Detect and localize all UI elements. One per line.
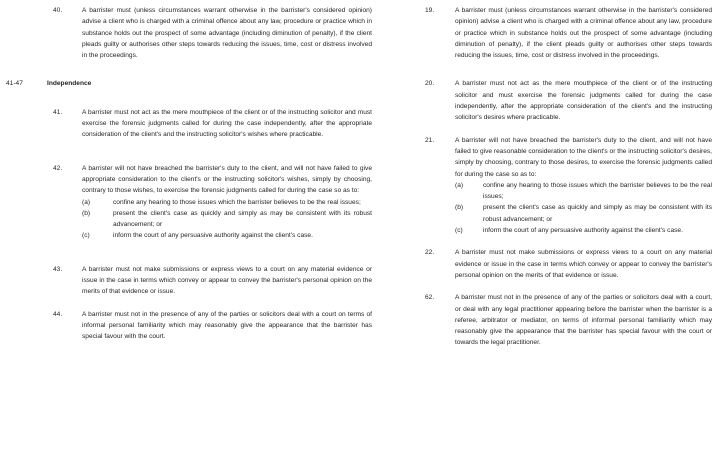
- paragraph-42-subitems: [0, 197, 380, 242]
- paragraph-20: [380, 78, 720, 123]
- paragraph-number: 44.: [53, 310, 63, 318]
- paragraph-22: [380, 247, 720, 281]
- paragraph-number: 42.: [53, 164, 63, 172]
- subitem-list: [82, 197, 380, 242]
- subitem-text: inform the court of any persuasive authority against the client's case.: [113, 232, 313, 240]
- subitem-text: present the client's case as quickly and simply as may be consistent with its robust advancement; or: [113, 209, 372, 229]
- paragraph-43: [0, 264, 380, 298]
- paragraph-text: A barrister must (unless circumstances warrant otherwise in the barrister's considered opinion) advise a client who is charged with a criminal offence about any law, procedure or practice which in substance holds out the prospect of some advantage (including diminution of penalty), if the client pleads guilty or authorises other steps towards reducing the issues, time, cost or distress involved in the proceedings.: [455, 7, 712, 60]
- list-item-b: [455, 202, 720, 225]
- paragraph-number: 20.: [425, 80, 435, 88]
- paragraph-text: A barrister must not make submissions or express views to a court on any material evidence or issue in the case in terms which convey or appear to convey the barrister's personal opinion on the merits of that evidence or issue.: [82, 265, 372, 296]
- paragraph-text: A barrister must not act as the mere mouthpiece of the client or of the instructing solicitor and must exercise the forensic judgments called for during the case independently, after the appropriate consideration of the client's and the instructing solicitor's desires where practicable.: [455, 80, 712, 122]
- subitem-label: (c): [82, 232, 90, 240]
- list-item-a: [455, 180, 720, 203]
- subitem-label: (a): [455, 181, 464, 189]
- subitem-text: confine any hearing to those issues which the barrister believes to be the real issues;: [483, 181, 712, 201]
- paragraph-21: [380, 135, 720, 180]
- paragraph-21-subitems: [380, 180, 720, 236]
- subitem-label: (b): [455, 204, 464, 212]
- section-title: Independence: [47, 80, 92, 88]
- paragraph-number: 21.: [425, 136, 435, 144]
- subitem-list: [455, 180, 720, 236]
- paragraph-41: [0, 107, 380, 141]
- section-range-label: 41-47: [6, 80, 23, 88]
- list-item-c: [455, 225, 720, 236]
- paragraph-number: 41.: [53, 108, 63, 116]
- list-item-a: [82, 197, 380, 208]
- paragraph-text: A barrister must (unless circumstances warrant otherwise in the barrister's considered opinion) advise a client who is charged with a criminal offence about any law, procedure or practice which in substance holds out the prospect of some advantage (including diminution of penalty), if the client pleads guilty or authorises other steps towards reducing the issues, time, cost or distress involved in the proceedings.: [82, 7, 372, 60]
- list-item-b: [82, 208, 380, 231]
- section-heading-independence: [0, 78, 380, 89]
- subitem-text: confine any hearing to those issues which the barrister believes to be the real issues;: [113, 198, 361, 206]
- subitem-text: inform the court of any persuasive authority against the client's case.: [483, 227, 683, 235]
- paragraph-text: A barrister must not make submissions or express views to a court on any material evidence or issue in the case in terms which convey or appear to convey the barrister's personal opinion on the merits of that evidence or issue.: [455, 249, 712, 279]
- right-column: [380, 0, 720, 460]
- subitem-label: (a): [82, 198, 91, 206]
- paragraph-number: 22.: [425, 249, 435, 257]
- paragraph-number: 62.: [425, 294, 435, 302]
- paragraph-40: [0, 5, 380, 61]
- paragraph-text: A barrister will not have breached the barrister's duty to the client, and will not have failed to give reasonable consideration to the client's or the instructing solicitor's desires, simply by choosing, contrary to those desires, to exercise the forensic judgments called for during the case so as to:: [455, 136, 712, 178]
- paragraph-44: [0, 309, 380, 343]
- subitem-label: (b): [82, 209, 91, 217]
- paragraph-42: [0, 163, 380, 197]
- subitem-label: (c): [455, 227, 463, 235]
- paragraph-text: A barrister must not act as the mere mouthpiece of the client or of the instructing solicitor and must exercise the forensic judgments called for during the case independently, after the appropriate consideration of the client's and the instructing solicitor's wishes where practicable.: [82, 108, 372, 139]
- paragraph-19: [380, 5, 720, 61]
- paragraph-text: A barrister must not in the presence of any of the parties or solicitors deal with a court on terms of informal personal familiarity which may reasonably give the appearance that the barrister has special favour with the court.: [82, 310, 372, 341]
- paragraph-text: A barrister will not have breached the barrister's duty to the client, and will not have failed to give appropriate consideration to the client's or the instructing solicitor's wishes, simply by choosing, contrary to those wishes, to exercise the forensic judgments called for during the case so as to:: [82, 164, 372, 195]
- subitem-text: present the client's case as quickly and simply as may be consistent with its robust advancement; or: [483, 204, 712, 223]
- paragraph-62: [380, 292, 720, 348]
- list-item-c: [82, 230, 380, 241]
- paragraph-number: 43.: [53, 265, 63, 273]
- paragraph-number: 40.: [53, 7, 63, 14]
- paragraph-number: 19.: [425, 7, 435, 14]
- paragraph-text: A barrister must not in the presence of any of the parties or solicitors deal with a court, or deal with any legal practitioner appearing before the barrister when the barrister is a referee, arbitrator or mediator, on terms of informal personal familiarity which may reasonably give the appearance that the barrister has special favour with the court or towards the legal practitioner.: [455, 294, 712, 347]
